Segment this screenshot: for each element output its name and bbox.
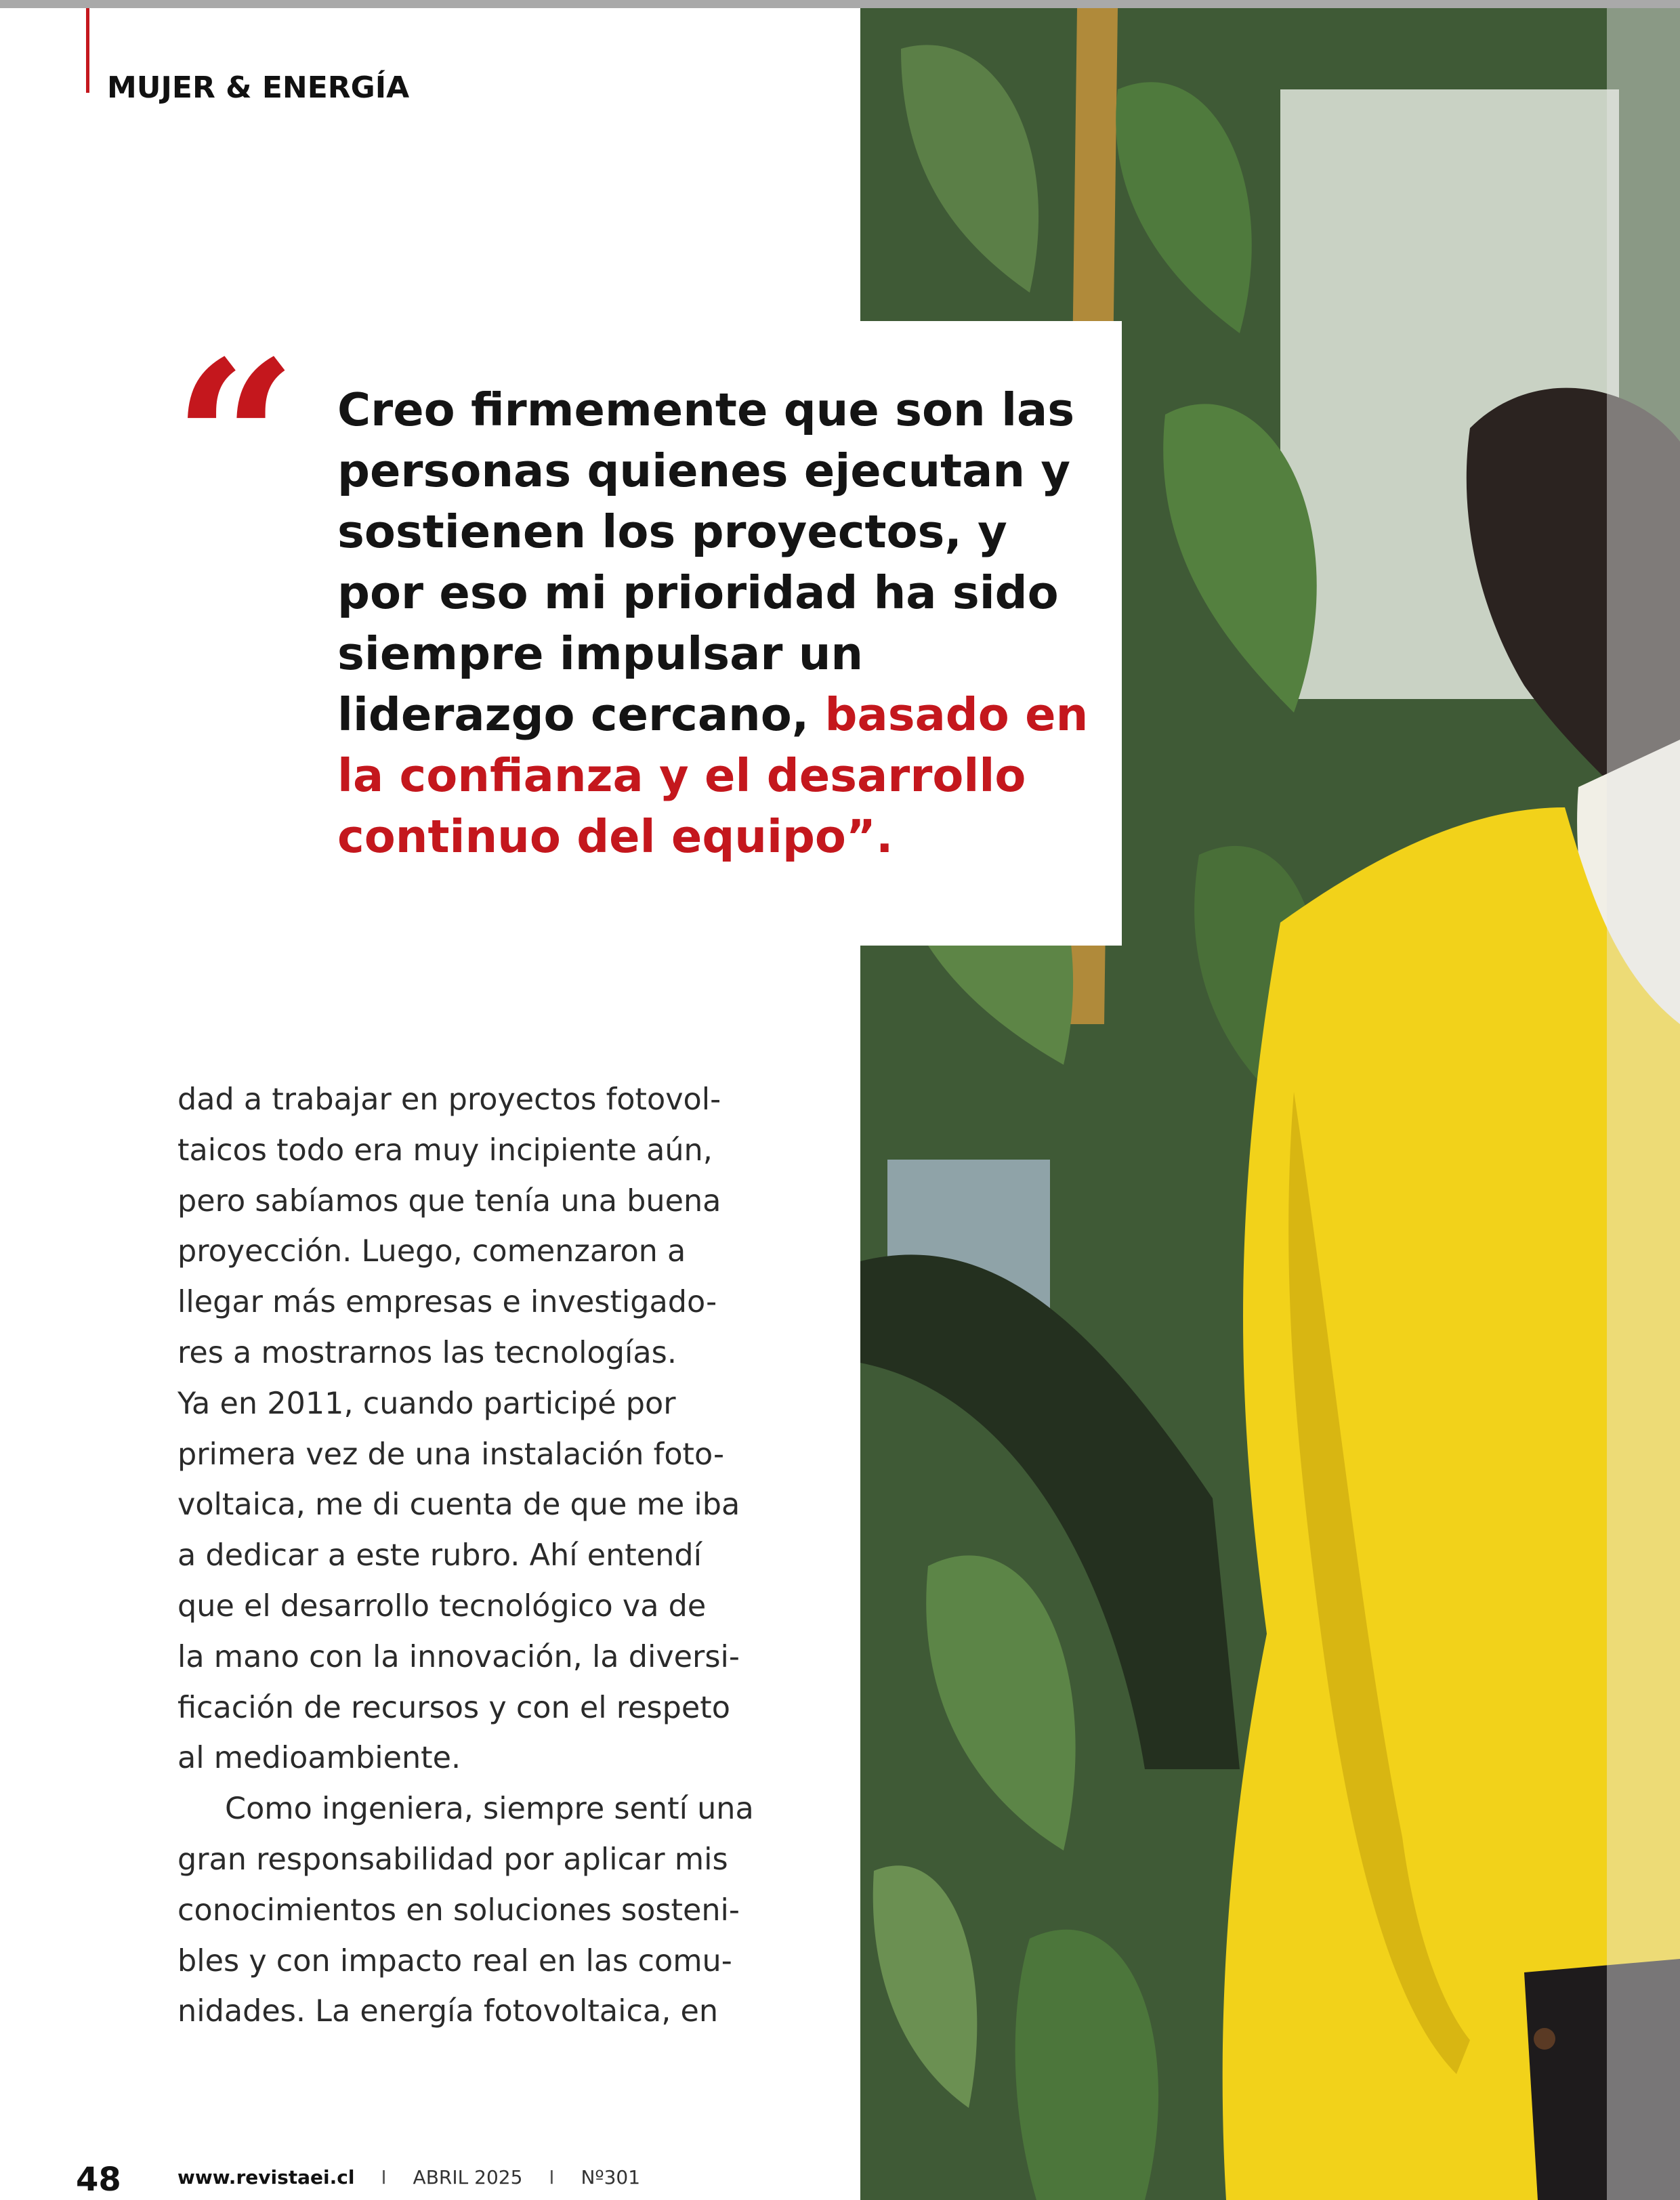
footer-separator: I (381, 2166, 387, 2188)
text-line: dad a trabajar en proyectos fotovol- (177, 1082, 721, 1117)
text-line: a dedicar a este rubro. Ahí entendí (177, 1538, 702, 1573)
text-line: voltaica, me di cuenta de que me iba (177, 1487, 740, 1523)
magazine-page (0, 8, 1680, 2200)
text-line: gran responsabilidad por aplicar mis (177, 1842, 728, 1877)
quotation-mark-icon: “ (173, 314, 298, 568)
text-line: bles y con impacto real en las comu- (177, 1943, 732, 1979)
paragraph (177, 1784, 801, 2037)
pull-quote (337, 379, 1096, 867)
text-line: ficación de recursos y con el respeto (177, 1690, 730, 1725)
pull-quote-text: Creo firmemente que son las personas quienes ejecutan y sostienen los proyectos, y por eso mi prioridad ha sido siempre impulsar un liderazgo cercano, (337, 383, 1075, 741)
text-line: conocimientos en soluciones sosteni- (177, 1892, 740, 1928)
section-label: MUJER & ENERGÍA (107, 70, 410, 105)
section-accent-rule (86, 8, 89, 93)
issue-number: Nº301 (581, 2166, 641, 2188)
text-line: proyección. Luego, comenzaron a (177, 1234, 686, 1269)
page-number: 48 (76, 2161, 121, 2199)
text-line: primera vez de una instalación foto- (177, 1437, 725, 1472)
text-line: que el desarrollo tecnológico va de (177, 1588, 707, 1624)
text-line: nidades. La energía fotovoltaica, en (177, 1994, 719, 2029)
website-link[interactable]: www.revistaei.cl (177, 2166, 355, 2188)
text-line: llegar más empresas e investigado- (177, 1285, 717, 1320)
paragraph (177, 1075, 801, 1784)
text-line: taicos todo era muy incipiente aún, (177, 1133, 713, 1168)
text-line: pero sabíamos que tenía una buena (177, 1183, 721, 1219)
pull-quote-highlight: basado en la confianza y el desarrollo continuo del equipo”. (337, 688, 1089, 863)
footer-separator: I (549, 2166, 555, 2188)
page-footer (177, 2166, 640, 2188)
article-body (177, 1075, 801, 2037)
text-line: la mano con la innovación, la diversi- (177, 1639, 740, 1674)
text-line: Ya en 2011, cuando participé por (177, 1386, 676, 1421)
issue-date: ABRIL 2025 (413, 2166, 523, 2188)
text-line: res a mostrarnos las tecnologías. (177, 1335, 677, 1370)
text-line: al medioambiente. (177, 1741, 461, 1776)
photo-edge-overlay (1607, 8, 1680, 2200)
text-line: Como ingeniera, siempre sentí una (225, 1792, 754, 1827)
